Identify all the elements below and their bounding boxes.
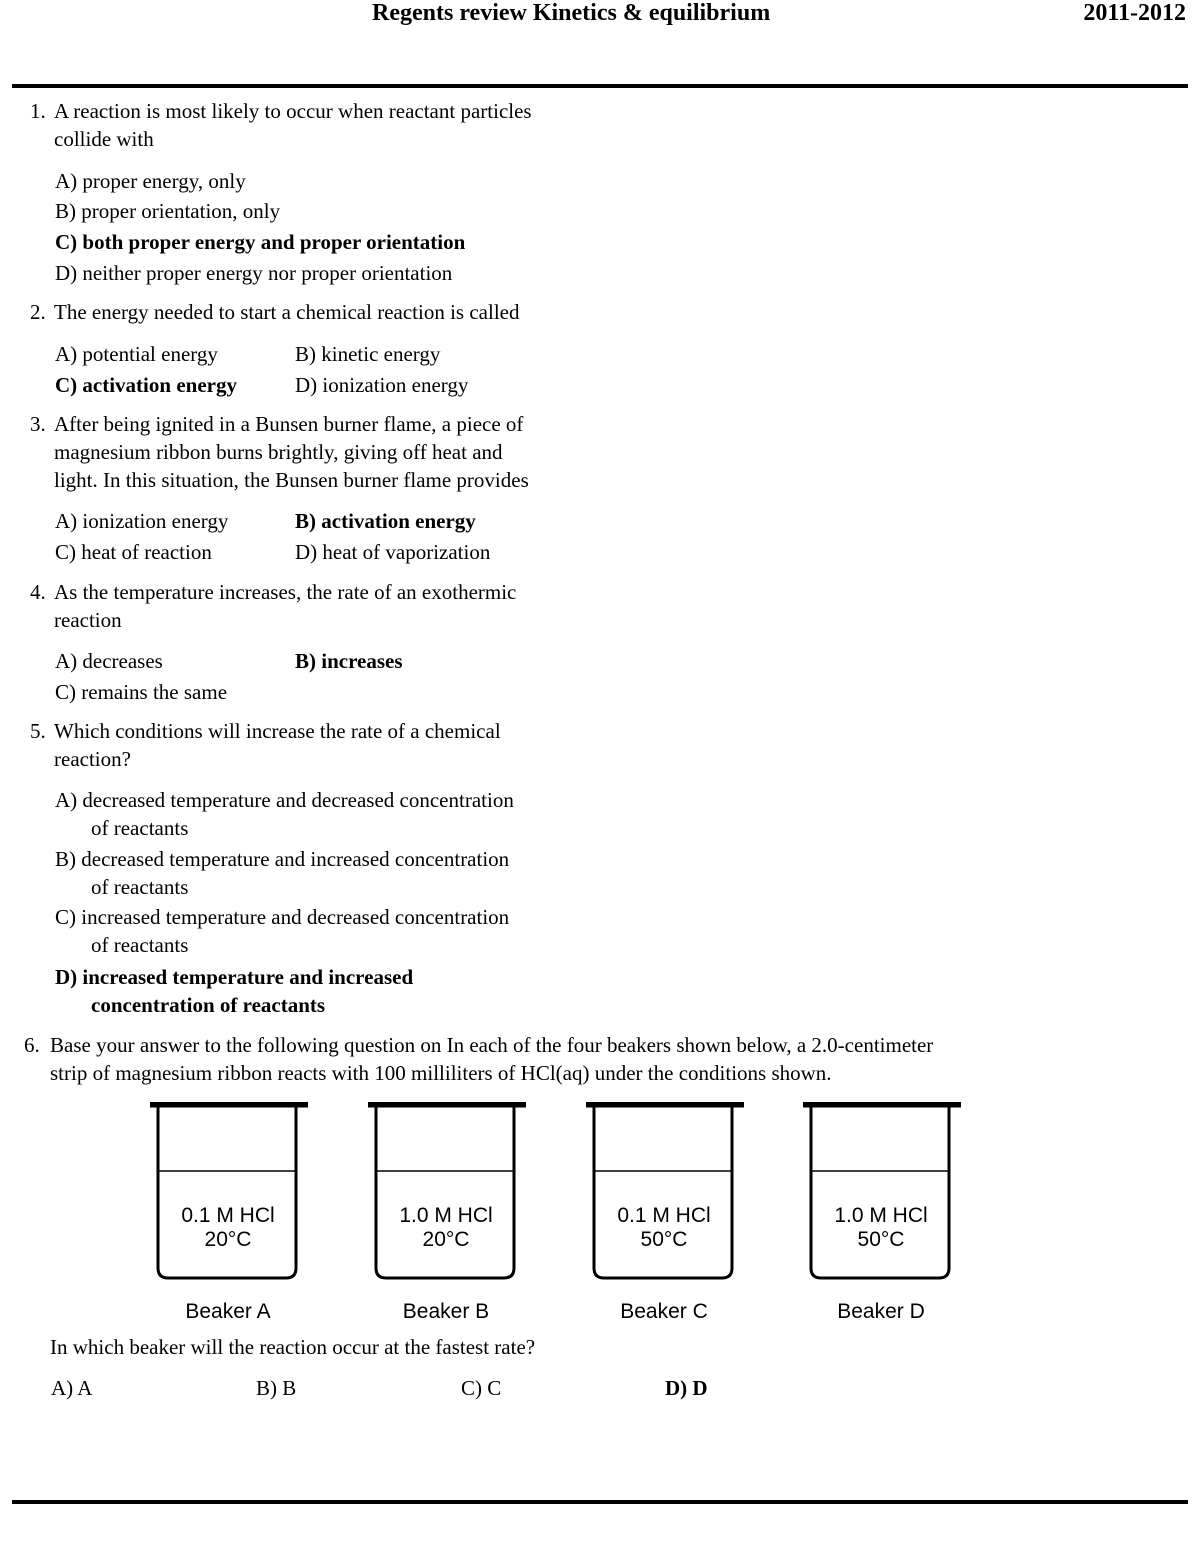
answer-choice-b-cont[interactable]: of reactants xyxy=(91,875,189,899)
question-number: 5. xyxy=(30,719,46,743)
answer-choice-b[interactable]: B) proper orientation, only xyxy=(55,199,281,223)
question-number: 4. xyxy=(30,580,46,604)
beaker-a-drawing xyxy=(148,1100,310,1282)
answer-choice-b[interactable]: B) decreased temperature and increased concentration xyxy=(55,847,510,871)
question-prompt: In which beaker will the reaction occur at the fastest rate? xyxy=(50,1335,536,1359)
answer-choice-d[interactable]: D) ionization energy xyxy=(295,373,469,397)
answer-choice-b[interactable]: B) B xyxy=(256,1376,297,1400)
answer-choice-c[interactable]: C) increased temperature and decreased concentration xyxy=(55,905,510,929)
beaker-d-temperature: 50°C xyxy=(857,1228,905,1251)
answer-choice-a[interactable]: A) ionization energy xyxy=(55,509,229,533)
question-stem: reaction? xyxy=(54,747,131,771)
answer-choice-d-correct[interactable]: D) increased temperature and increased xyxy=(55,965,414,989)
answer-choice-c[interactable]: C) heat of reaction xyxy=(55,540,212,564)
answer-choice-d-cont[interactable]: concentration of reactants xyxy=(91,993,326,1017)
question-stem: light. In this situation, the Bunsen burner flame provides xyxy=(54,468,529,492)
header-rule xyxy=(12,84,1188,88)
answer-choice-b[interactable]: B) kinetic energy xyxy=(295,342,441,366)
question-number: 2. xyxy=(30,300,46,324)
question-stem: After being ignited in a Bunsen burner flame, a piece of xyxy=(54,412,524,436)
beaker-d-concentration: 1.0 M HCl xyxy=(834,1204,928,1227)
question-stem: magnesium ribbon burns brightly, giving off heat and xyxy=(54,440,503,464)
question-number: 6. xyxy=(24,1033,40,1057)
beaker-a-label: Beaker A xyxy=(185,1300,271,1323)
school-year: 2011-2012 xyxy=(1083,0,1186,26)
answer-choice-a-cont[interactable]: of reactants xyxy=(91,816,189,840)
beaker-a-temperature: 20°C xyxy=(204,1228,252,1251)
answer-choice-c-correct[interactable]: C) activation energy xyxy=(55,373,237,397)
answer-choice-c[interactable]: C) C xyxy=(461,1376,502,1400)
question-stem: Base your answer to the following question on In each of the four beakers shown below, a 2.0-centimeter xyxy=(50,1033,934,1057)
answer-choice-a[interactable]: A) proper energy, only xyxy=(55,169,246,193)
beaker-b-drawing xyxy=(366,1100,528,1282)
answer-choice-a[interactable]: A) decreased temperature and decreased concentration xyxy=(55,788,514,812)
question-stem: collide with xyxy=(54,127,154,151)
beaker-c-concentration: 0.1 M HCl xyxy=(617,1204,711,1227)
question-number: 1. xyxy=(30,99,46,123)
answer-choice-c-cont[interactable]: of reactants xyxy=(91,933,189,957)
answer-choice-a[interactable]: A) A xyxy=(51,1376,93,1400)
beaker-d-drawing xyxy=(801,1100,963,1282)
page-title: Regents review Kinetics & equilibrium xyxy=(372,0,771,26)
question-stem: reaction xyxy=(54,608,122,632)
answer-choice-a[interactable]: A) decreases xyxy=(55,649,163,673)
beaker-a-concentration: 0.1 M HCl xyxy=(181,1204,275,1227)
question-stem: Which conditions will increase the rate of a chemical xyxy=(54,719,501,743)
question-stem: As the temperature increases, the rate of an exothermic xyxy=(54,580,517,604)
answer-choice-d-correct[interactable]: D) D xyxy=(665,1376,708,1400)
answer-choice-b-correct[interactable]: B) activation energy xyxy=(295,509,476,533)
beaker-b-label: Beaker B xyxy=(402,1300,490,1323)
question-number: 3. xyxy=(30,412,46,436)
answer-choice-d[interactable]: D) neither proper energy nor proper orientation xyxy=(55,261,453,285)
answer-choice-c-correct[interactable]: C) both proper energy and proper orientation xyxy=(55,230,466,254)
beaker-c-label: Beaker C xyxy=(620,1300,708,1323)
answer-choice-a[interactable]: A) potential energy xyxy=(55,342,218,366)
answer-choice-d[interactable]: D) heat of vaporization xyxy=(295,540,491,564)
beaker-c-drawing xyxy=(584,1100,746,1282)
answer-choice-b-correct[interactable]: B) increases xyxy=(295,649,403,673)
beaker-c-temperature: 50°C xyxy=(640,1228,688,1251)
beaker-d-label: Beaker D xyxy=(837,1300,925,1323)
beaker-b-temperature: 20°C xyxy=(422,1228,470,1251)
question-stem: strip of magnesium ribbon reacts with 100 milliliters of HCl(aq) under the conditions shown. xyxy=(50,1061,832,1085)
question-stem: The energy needed to start a chemical reaction is called xyxy=(54,300,520,324)
question-stem: A reaction is most likely to occur when reactant particles xyxy=(54,99,532,123)
answer-choice-c[interactable]: C) remains the same xyxy=(55,680,228,704)
footer-rule xyxy=(12,1500,1188,1504)
beaker-b-concentration: 1.0 M HCl xyxy=(399,1204,493,1227)
